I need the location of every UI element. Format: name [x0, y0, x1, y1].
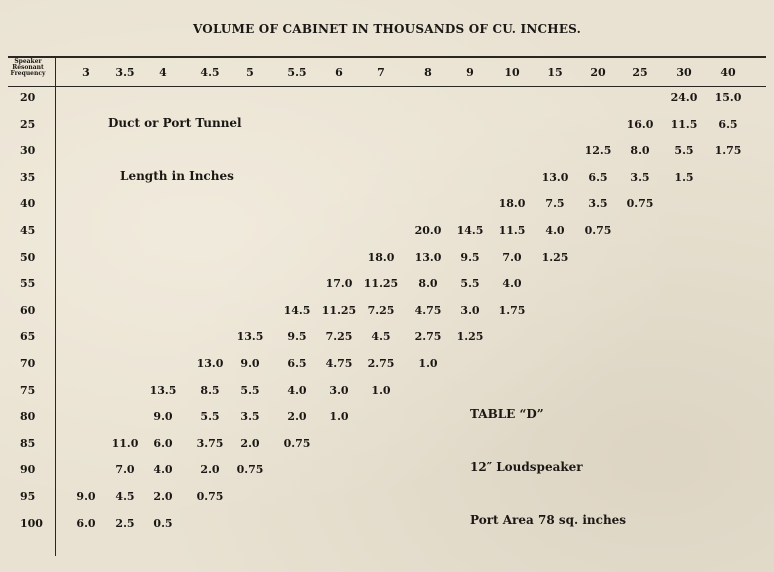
- table-cell: 1.25: [541, 251, 569, 264]
- frequency-label: 50: [20, 251, 36, 264]
- table-cell: 16.0: [626, 118, 654, 131]
- table-title: VOLUME OF CABINET IN THOUSANDS OF CU. INCHES.: [193, 22, 581, 36]
- frequency-label: 95: [20, 490, 36, 503]
- header-top-rule: [8, 56, 766, 58]
- table-cell: 17.0: [325, 277, 353, 290]
- table-cell: 2.0: [240, 437, 260, 450]
- table-cell: 0.75: [626, 197, 654, 210]
- table-cell: 20.0: [414, 224, 442, 237]
- table-cell: 4.0: [153, 463, 173, 476]
- table-cell: 11.25: [363, 277, 399, 290]
- frequency-label: 75: [20, 384, 36, 397]
- table-cell: 2.5: [115, 517, 135, 530]
- column-header: 10: [504, 66, 520, 79]
- table-cell: 2.0: [200, 463, 220, 476]
- table-cell: 3.5: [240, 410, 260, 423]
- column-header: 40: [720, 66, 736, 79]
- table-cell: 3.5: [630, 171, 650, 184]
- frequency-label: 60: [20, 304, 36, 317]
- table-cell: 8.0: [630, 144, 650, 157]
- column-header: 4: [159, 66, 167, 79]
- table-cell: 2.0: [153, 490, 173, 503]
- frequency-label: 70: [20, 357, 36, 370]
- frequency-label: 90: [20, 463, 36, 476]
- table-cell: 2.0: [287, 410, 307, 423]
- table-cell: 9.0: [153, 410, 173, 423]
- column-header: 8: [424, 66, 432, 79]
- column-header: 9: [466, 66, 474, 79]
- column-header: 15: [547, 66, 563, 79]
- table-cell: 14.5: [283, 304, 311, 317]
- corner-label-line: Resonant: [12, 64, 44, 71]
- table-cell: 1.75: [498, 304, 526, 317]
- table-cell: 4.0: [545, 224, 565, 237]
- table-cell: 6.5: [287, 357, 307, 370]
- table-cell: 13.0: [541, 171, 569, 184]
- header-bottom-rule: [8, 86, 766, 87]
- note-port-area: Port Area 78 sq. inches: [470, 513, 627, 527]
- note-duct-or-port-tunnel: Duct or Port Tunnel: [108, 116, 242, 130]
- table-cell: 0.75: [236, 463, 264, 476]
- table-cell: 6.0: [76, 517, 96, 530]
- table-cell: 15.0: [714, 91, 742, 104]
- column-header: 30: [676, 66, 692, 79]
- table-cell: 11.5: [670, 118, 698, 131]
- table-cell: 4.5: [115, 490, 135, 503]
- table-cell: 18.0: [498, 197, 526, 210]
- table-cell: 6.5: [588, 171, 608, 184]
- column-header: 7: [377, 66, 385, 79]
- note-table-d: TABLE “D”: [470, 407, 544, 421]
- frequency-label: 25: [20, 118, 36, 131]
- table-cell: 8.5: [200, 384, 220, 397]
- table-cell: 1.5: [674, 171, 694, 184]
- frequency-label: 20: [20, 91, 36, 104]
- table-cell: 7.0: [502, 251, 522, 264]
- table-cell: 5.5: [240, 384, 260, 397]
- table-cell: 3.0: [460, 304, 480, 317]
- column-header: 25: [632, 66, 648, 79]
- frequency-label: 65: [20, 330, 36, 343]
- column-header: 3: [82, 66, 90, 79]
- table-cell: 1.75: [714, 144, 742, 157]
- table-cell: 9.5: [460, 251, 480, 264]
- frequency-label: 45: [20, 224, 36, 237]
- note-loudspeaker: 12″ Loudspeaker: [470, 460, 583, 474]
- frequency-label: 35: [20, 171, 36, 184]
- table-cell: 7.25: [325, 330, 353, 343]
- frequency-column-header: [6, 59, 50, 77]
- table-cell: 3.5: [588, 197, 608, 210]
- table-cell: 8.0: [418, 277, 438, 290]
- table-cell: 3.0: [329, 384, 349, 397]
- table-cell: 4.75: [414, 304, 442, 317]
- corner-label-line: Speaker: [14, 58, 42, 65]
- table-cell: 24.0: [670, 91, 698, 104]
- table-cell: 11.5: [498, 224, 526, 237]
- table-cell: 11.0: [111, 437, 139, 450]
- table-cell: 0.5: [153, 517, 173, 530]
- frequency-label: 85: [20, 437, 36, 450]
- column-header: 5.5: [287, 66, 307, 79]
- corner-label-line: Frequency: [10, 70, 46, 77]
- table-cell: 1.0: [329, 410, 349, 423]
- table-cell: 11.25: [321, 304, 357, 317]
- table-cell: 4.0: [287, 384, 307, 397]
- frequency-column-rule: [55, 56, 56, 556]
- table-cell: 0.75: [584, 224, 612, 237]
- table-cell: 4.0: [502, 277, 522, 290]
- table-cell: 14.5: [456, 224, 484, 237]
- table-cell: 13.0: [414, 251, 442, 264]
- table-cell: 6.5: [718, 118, 738, 131]
- column-header: 6: [335, 66, 343, 79]
- table-cell: 12.5: [584, 144, 612, 157]
- frequency-label: 100: [20, 517, 43, 530]
- table-cell: 4.5: [371, 330, 391, 343]
- table-cell: 4.75: [325, 357, 353, 370]
- table-cell: 5.5: [200, 410, 220, 423]
- table-cell: 6.0: [153, 437, 173, 450]
- table-cell: 9.5: [287, 330, 307, 343]
- table-cell: 1.0: [371, 384, 391, 397]
- frequency-label: 80: [20, 410, 36, 423]
- column-header: 5: [246, 66, 254, 79]
- table-cell: 0.75: [283, 437, 311, 450]
- table-cell: 9.0: [240, 357, 260, 370]
- table-cell: 2.75: [367, 357, 395, 370]
- table-cell: 5.5: [674, 144, 694, 157]
- frequency-label: 55: [20, 277, 36, 290]
- table-cell: 5.5: [460, 277, 480, 290]
- table-cell: 7.0: [115, 463, 135, 476]
- frequency-label: 40: [20, 197, 36, 210]
- table-cell: 18.0: [367, 251, 395, 264]
- table-cell: 1.25: [456, 330, 484, 343]
- column-header: 4.5: [200, 66, 220, 79]
- frequency-label: 30: [20, 144, 36, 157]
- table-cell: 7.5: [545, 197, 565, 210]
- table-cell: 13.5: [149, 384, 177, 397]
- table-cell: 13.0: [196, 357, 224, 370]
- table-cell: 13.5: [236, 330, 264, 343]
- table-cell: 3.75: [196, 437, 224, 450]
- table-cell: 7.25: [367, 304, 395, 317]
- column-header: 3.5: [115, 66, 135, 79]
- column-header: 20: [590, 66, 606, 79]
- table-cell: 0.75: [196, 490, 224, 503]
- table-cell: 2.75: [414, 330, 442, 343]
- table-cell: 1.0: [418, 357, 438, 370]
- table-cell: 9.0: [76, 490, 96, 503]
- note-length-in-inches: Length in Inches: [120, 169, 234, 183]
